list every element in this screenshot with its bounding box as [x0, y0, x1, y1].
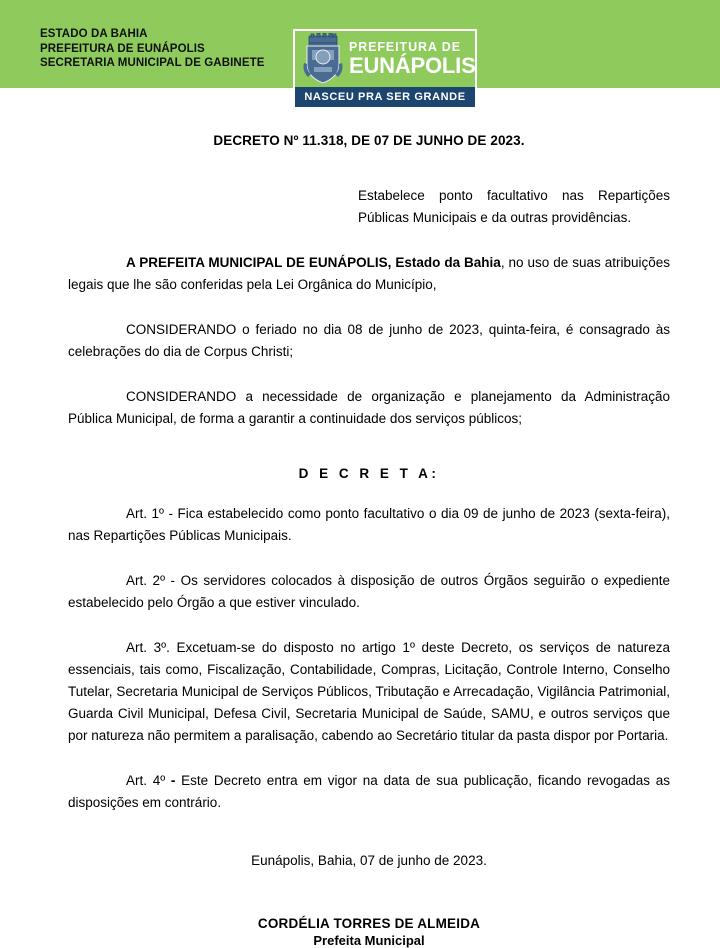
- article-4-dash: -: [170, 773, 176, 788]
- logo-main-panel: [293, 29, 477, 87]
- prefeitura-logo: [293, 29, 477, 109]
- preamble-paragraph: [68, 252, 670, 296]
- header-org-line-2: PREFEITURA DE EUNÁPOLIS: [40, 42, 205, 55]
- preamble-bold-text: A PREFEITA MUNICIPAL DE EUNÁPOLIS, Estado da Bahia: [126, 255, 501, 270]
- article-2-paragraph: Art. 2º - Os servidores colocados à disposição de outros Órgãos seguirão o expediente estabelecido pelo Órgão a que estiver vinculado.: [68, 573, 670, 610]
- logo-line-eunapolis: EUNÁPOLIS: [349, 52, 476, 78]
- header-organization-lines: [40, 27, 264, 71]
- logo-slogan-banner: [293, 87, 477, 109]
- decree-title: DECRETO Nº 11.318, DE 07 DE JUNHO DE 2023.: [213, 133, 525, 148]
- article-4-prefix: Art. 4º: [126, 773, 171, 788]
- document-header: [0, 0, 720, 110]
- signature-block: [68, 916, 670, 948]
- considerando-paragraph-1: CONSIDERANDO o feriado no dia 08 de junho de 2023, quinta-feira, é consagrado às celebrações do dia de Corpus Christi;: [68, 322, 670, 359]
- article-1-paragraph: Art. 1º - Fica estabelecido como ponto facultativo o dia 09 de junho de 2023 (sexta-feira), nas Repartições Públicas Municipais.: [68, 506, 670, 543]
- considerando-paragraph-2: CONSIDERANDO a necessidade de organização e planejamento da Administração Pública Municipal, de forma a garantir a continuidade dos serviços públicos;: [68, 389, 670, 426]
- coat-of-arms-icon: [300, 33, 346, 85]
- signatory-name: CORDÉLIA TORRES DE ALMEIDA: [257, 916, 481, 931]
- logo-wordmark: [349, 41, 476, 77]
- decree-ementa: Estabelece ponto facultativo nas Repartições Públicas Municipais e da outras providências.: [358, 188, 670, 225]
- place-and-date: Eunápolis, Bahia, 07 de junho de 2023.: [251, 853, 487, 868]
- article-3-paragraph: Art. 3º. Excetuam-se do disposto no artigo 1º deste Decreto, os serviços de natureza essenciais, tais como, Fiscalização, Contabilidade, Compras, Licitação, Controle Interno, Conselho Tutelar, Secretaria Municipal de Serviços Públicos, Tributação e Arrecadação, Vigilância Patrimonial, Guarda Civil Municipal, Defesa Civil, Secretaria Municipal de Saúde, SAMU, e outros serviços que por natureza não permitem a paralisação, cabendo ao Secretário titular da pasta dispor por Portaria.: [68, 640, 670, 743]
- article-4-paragraph: [68, 770, 670, 814]
- header-org-line-1: ESTADO DA BAHIA: [40, 28, 148, 40]
- signatory-role: Prefeita Municipal: [313, 933, 425, 948]
- logo-line-prefeitura: PREFEITURA DE: [349, 40, 461, 55]
- header-org-line-3: SECRETARIA MUNICIPAL DE GABINETE: [40, 57, 265, 69]
- logo-slogan-text: NASCEU PRA SER GRANDE: [304, 91, 466, 103]
- decreta-heading: D E C R E T A:: [298, 466, 440, 481]
- preamble-rest-text: , no uso de suas atribuições legais que lhe são conferidas pela Lei Orgânica do Município,: [68, 255, 670, 292]
- document-body: [0, 110, 720, 948]
- article-4-rest: Este Decreto entra em vigor na data de sua publicação, ficando revogadas as disposições em contrário.: [68, 773, 670, 810]
